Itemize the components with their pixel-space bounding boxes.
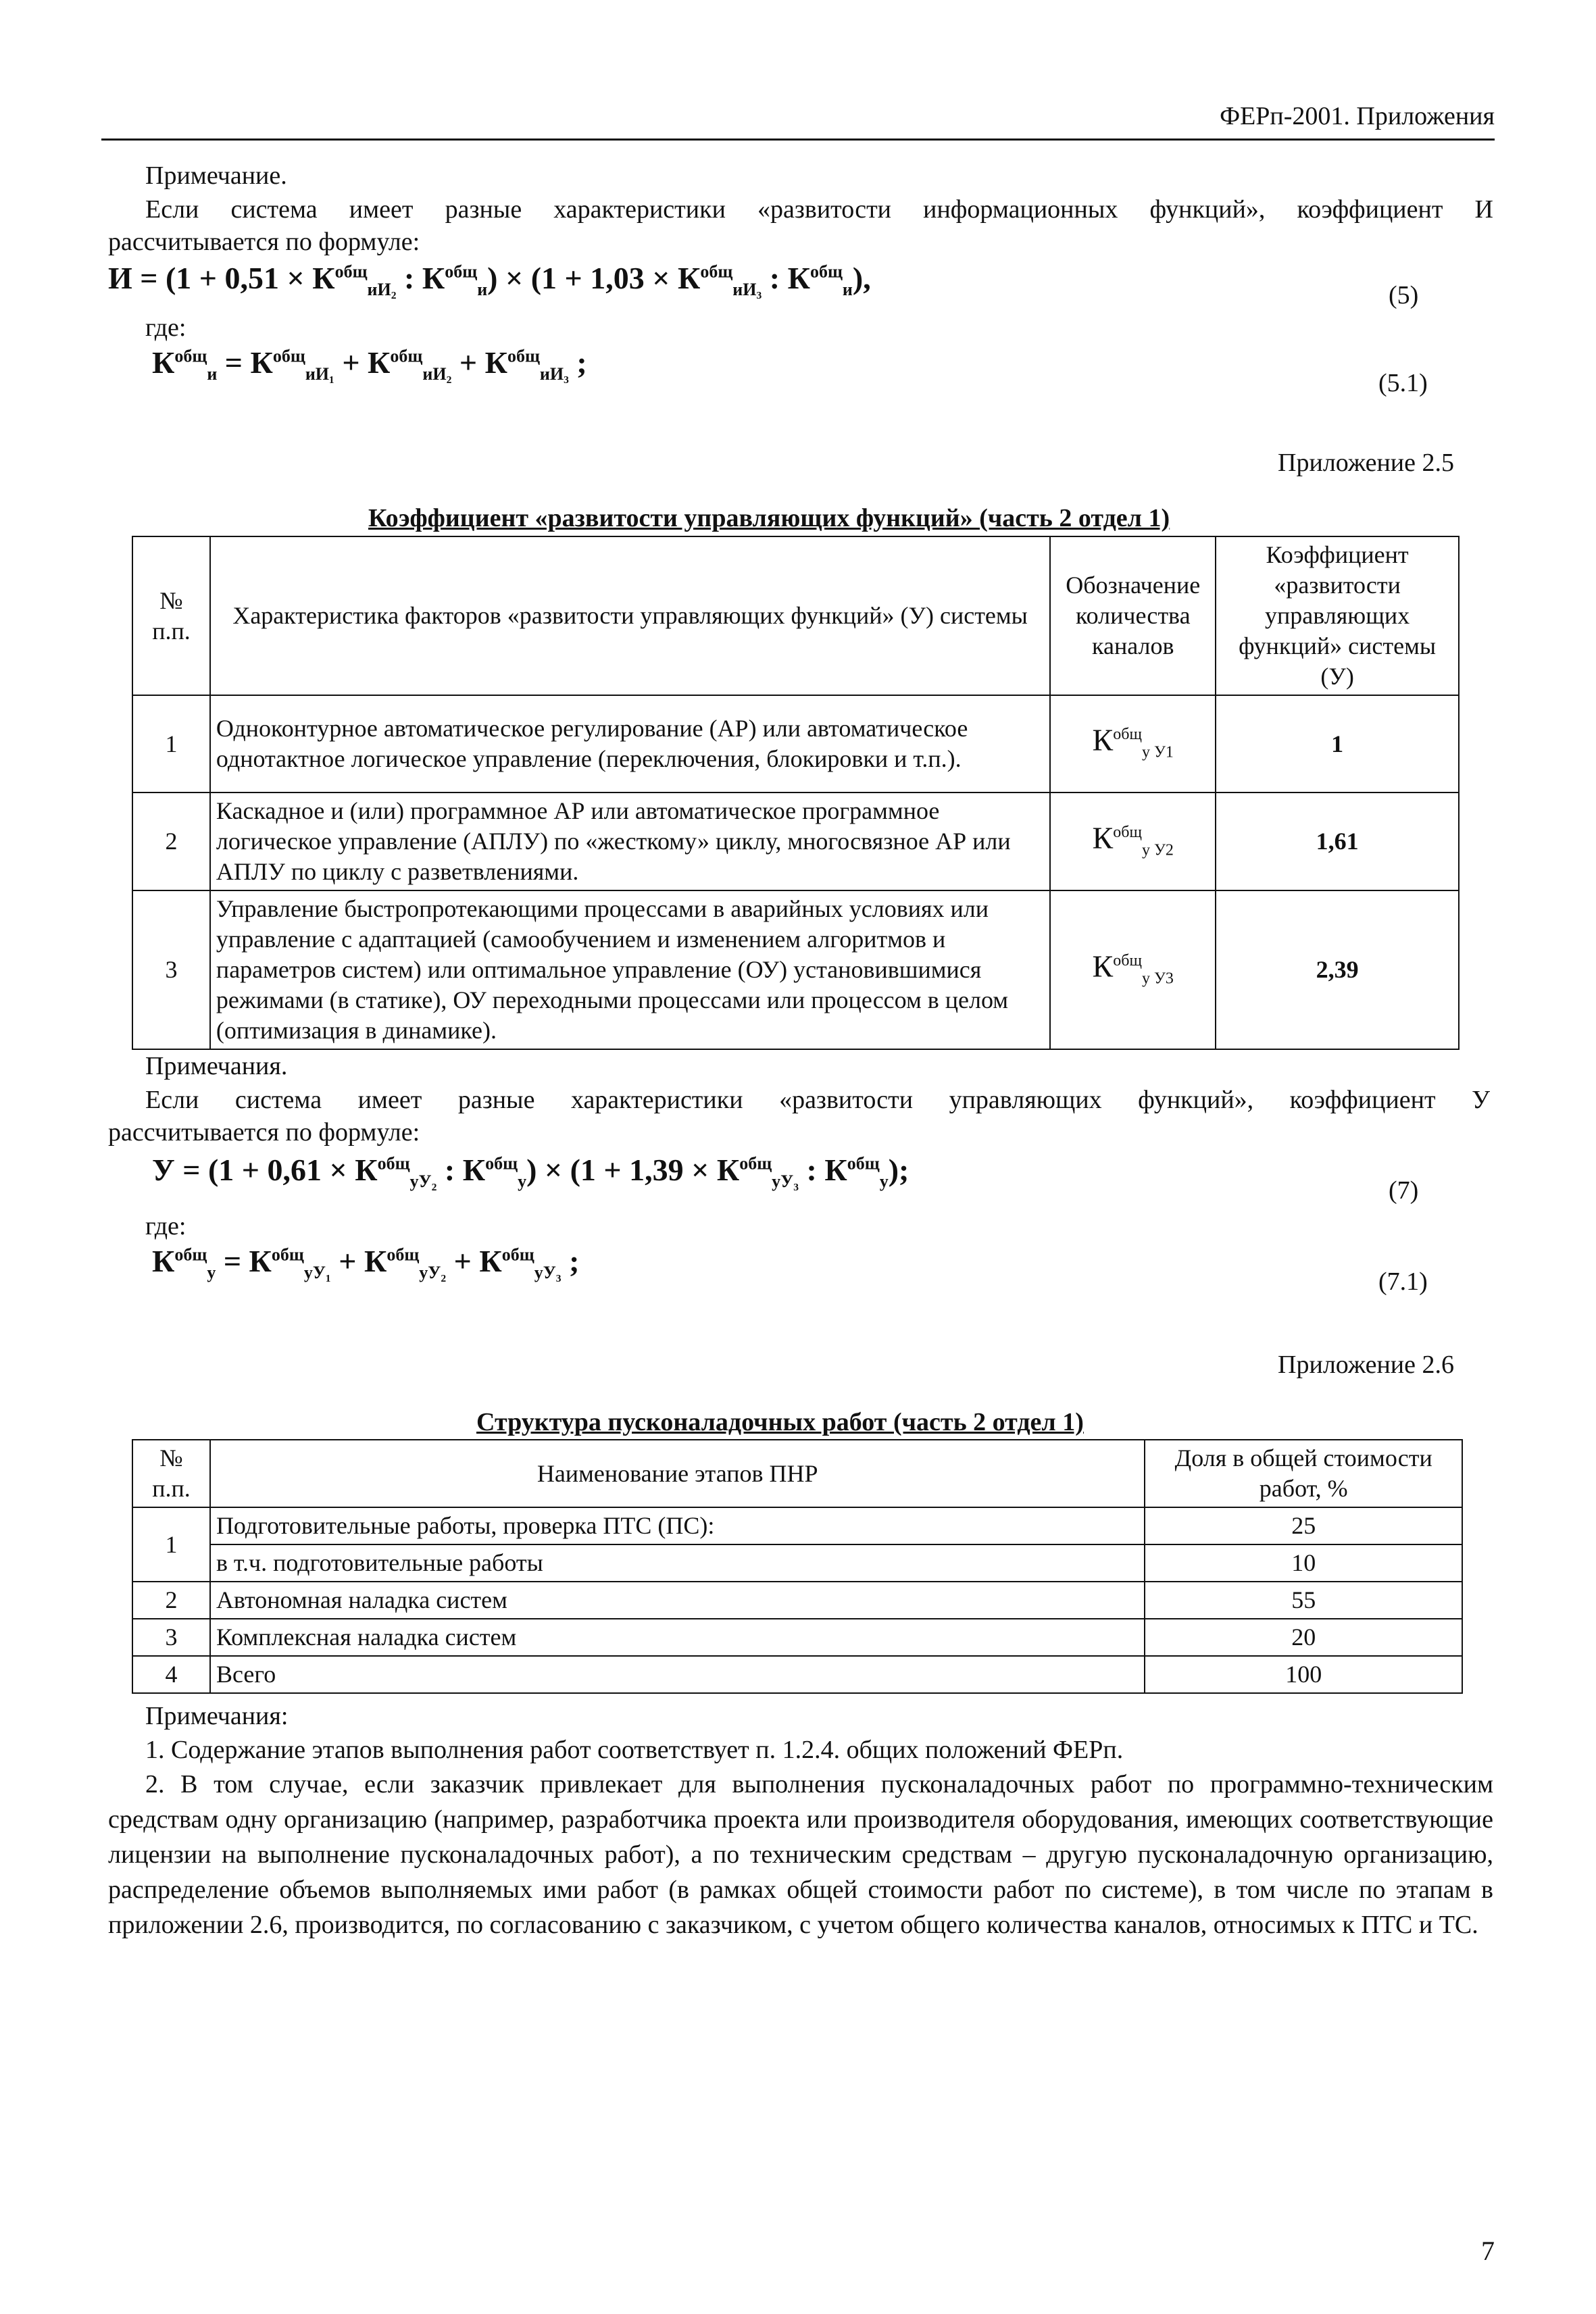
row-stage-name: Автономная наладка систем	[210, 1582, 1145, 1619]
appendix-2-5-notes-label: Примечания.	[145, 1052, 288, 1080]
row-num: 3	[132, 1619, 210, 1656]
header-coefficient: Коэффициент «развитости управляющих функций» системы (У)	[1216, 536, 1459, 695]
row-designation: $К^{общ}_{у У1}$	[1050, 695, 1216, 793]
note1-where: где:	[145, 313, 186, 342]
header-rule	[101, 139, 1495, 141]
appendix-2-5-label: Приложение 2.5	[1278, 449, 1454, 477]
appendix-2-5-notes-line2: рассчитывается по формуле:	[108, 1118, 420, 1147]
formula-5-1: $К^{общ}_и = К^{общ}_{иИ_1} + К^{общ}_{иИ_2} + К^{общ}_{иИ_3}$ ;	[152, 345, 587, 384]
page-number: 7	[1481, 2236, 1495, 2266]
table-control-functions	[132, 536, 1460, 1050]
row-num: 2	[132, 793, 210, 890]
row-num: 1	[132, 1507, 210, 1582]
appendix-2-5-where: где:	[145, 1212, 186, 1240]
running-header: ФЕРп-2001. Приложения	[1220, 102, 1495, 130]
table-row	[132, 1507, 1462, 1544]
eq-number-5: (5)	[1389, 281, 1419, 309]
formula-7-1: $К^{общ}_у = К^{общ}_{уУ_1} + К^{общ}_{уУ_2} + К^{общ}_{уУ_3}$ ;	[152, 1244, 580, 1283]
table-row	[132, 890, 1459, 1049]
formula-5: $И = (1 + 0,51 \times К^{общ}_{иИ_2}$ : $К^{общ}_и) \times (1 + 1,03 \times К^{общ}_{иИ_3}$ : $К^{общ}_и$),	[108, 261, 871, 300]
row-share: 20	[1145, 1619, 1462, 1656]
eq-number-7: (7)	[1389, 1176, 1419, 1205]
row-num: 2	[132, 1582, 210, 1619]
eq-number-7-1: (7.1)	[1378, 1267, 1428, 1296]
row-stage-name: Комплексная наладка систем	[210, 1619, 1145, 1656]
row-designation: $К^{общ}_{у У3}$	[1050, 890, 1216, 1049]
appendix-2-6-caption: Структура пусконаладочных работ (часть 2 отдел 1)	[476, 1408, 1084, 1436]
row-num: 1	[132, 695, 210, 793]
header-num: № п.п.	[132, 536, 210, 695]
note1-line2: рассчитывается по формуле:	[108, 228, 420, 256]
row-characteristic: Каскадное и (или) программное АР или автоматическое программное логическое управление (АПЛУ) по «жесткому» циклу, многосвязное АР или АПЛУ по циклу с разветвлениями.	[210, 793, 1050, 890]
appendix-2-6-note-1: 1. Содержание этапов выполнения работ соответствует п. 1.2.4. общих положений ФЕРп.	[145, 1736, 1124, 1764]
header-designation: Обозначение количества каналов	[1050, 536, 1216, 695]
row-share: 25	[1145, 1507, 1462, 1544]
table-header-row	[132, 536, 1459, 695]
note1-line1: Если система имеет разные характеристики «развитости информационных функций», коэффициент И	[145, 195, 1493, 224]
appendix-2-5-caption: Коэффициент «развитости управляющих функций» (часть 2 отдел 1)	[368, 504, 1170, 532]
eq-number-5-1: (5.1)	[1378, 369, 1428, 397]
row-num: 4	[132, 1656, 210, 1693]
row-num: 3	[132, 890, 210, 1049]
header-stage-name: Наименование этапов ПНР	[210, 1440, 1145, 1507]
row-stage-name: Всего	[210, 1656, 1145, 1693]
row-designation: $К^{общ}_{у У2}$	[1050, 793, 1216, 890]
table-row	[132, 1619, 1462, 1656]
row-coefficient: 2,39	[1216, 890, 1459, 1049]
appendix-2-6-note-2: 2. В том случае, если заказчик привлекает для выполнения пусконаладочных работ по программно-техническим средствам одну организацию (например, разработчика проекта или производителя оборудования, имеющих соответствующие лицензии на выполнение пусконаладочных работ), а по техническим средствам – другую пусконаладочную организацию, распределение объемов выполняемых ими работ (в рамках общей стоимости работ по системе), в том числе по этапам в приложении 2.6, производится, по согласованию с заказчиком, с учетом общего количества каналов, относимых к ПТС и ТС.	[108, 1770, 1493, 1939]
row-share: 10	[1145, 1544, 1462, 1582]
row-characteristic: Управление быстропротекающими процессами в аварийных условиях или управление с адаптацией (самообучением и изменением алгоритмов и параметров систем) или оптимальное управление (ОУ) установившимися режимами (в статике), ОУ переходными процессами или процессом в целом (оптимизация в динамике).	[210, 890, 1050, 1049]
header-num: № п.п.	[132, 1440, 210, 1507]
appendix-2-6-notes-label: Примечания:	[145, 1702, 289, 1730]
row-share: 55	[1145, 1582, 1462, 1619]
table-row	[132, 793, 1459, 890]
header-characteristic: Характеристика факторов «развитости управляющих функций» (У) системы	[210, 536, 1050, 695]
row-coefficient: 1	[1216, 695, 1459, 793]
table-row	[132, 1582, 1462, 1619]
table-row	[132, 1544, 1462, 1582]
row-characteristic: Одноконтурное автоматическое регулирование (АР) или автоматическое однотактное логическое управление (переключения, блокировки и т.п.).	[210, 695, 1050, 793]
formula-7: $У = (1 + 0,61 \times К^{общ}_{уУ_2}$ : $К^{общ}_у) \times (1 + 1,39 \times К^{общ}_{уУ_3}$ : $К^{общ}_у$);	[152, 1153, 909, 1192]
appendix-2-5-notes-line1: Если система имеет разные характеристики «развитости управляющих функций», коэффициент У	[145, 1086, 1490, 1114]
row-stage-name: в т.ч. подготовительные работы	[210, 1544, 1145, 1582]
table-row	[132, 695, 1459, 793]
appendix-2-6-label: Приложение 2.6	[1278, 1351, 1454, 1379]
header-share: Доля в общей стоимости работ, %	[1145, 1440, 1462, 1507]
note1-label: Примечание.	[145, 161, 287, 190]
row-share: 100	[1145, 1656, 1462, 1693]
table-header-row	[132, 1440, 1462, 1507]
row-stage-name: Подготовительные работы, проверка ПТС (ПС):	[210, 1507, 1145, 1544]
row-coefficient: 1,61	[1216, 793, 1459, 890]
table-pnr-structure	[132, 1439, 1463, 1694]
table-row	[132, 1656, 1462, 1693]
